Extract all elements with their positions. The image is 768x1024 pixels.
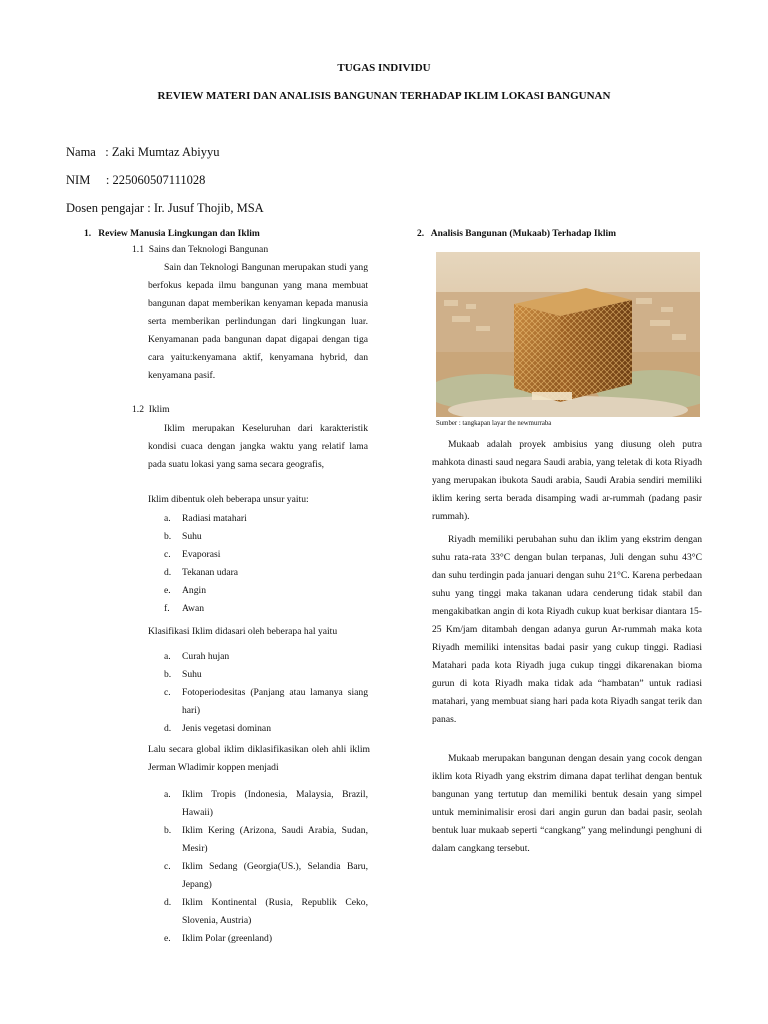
list-item: c. Fotoperiodesitas (Panjang atau lamanya siang hari): [164, 687, 368, 716]
photo-caption: Sumber : tangkapan layar the newmurraba: [436, 420, 552, 427]
mukaab-intro-paragraph: Mukaab adalah proyek ambisius yang diusung oleh putra mahkota dinasti saud negara Saudi arabia, yang teletak di kota Riyadh yang merupakan ibukota Saudi arabia, Saudi Arabia sendiri memiliki iklim kering serta berada disamping wadi ar-rummah (padang pasir rummah).: [432, 439, 702, 522]
list-item: e. Iklim Polar (greenland): [164, 933, 273, 944]
list-item: c. Evaporasi: [164, 549, 221, 560]
document-title: TUGAS INDIVIDU: [337, 62, 431, 74]
list-item: d. Tekanan udara: [164, 567, 239, 578]
klasifikasi-list: [164, 648, 368, 738]
subsection-1-1-paragraph: Sain dan Teknologi Bangunan merupakan studi yang berfokus kepada ilmu bangunan yang mana membuat bangunan dapat memberikan kenyaman kepada manusia serta memberikan perlindungan dari lingkungan luar. Kenyamanan pada bangunan dapat digapai dengan tiga cara yaitu:kenyamana aktif, kenyamana hybrid, dan kenyamana pasif.: [148, 262, 368, 381]
mukaab-illustration: [436, 252, 700, 417]
koppen-intro: Lalu secara global iklim diklasifikasikan oleh ahli iklim Jerman Wladimir koppen menjadi: [148, 744, 370, 773]
subsection-1-1-heading: 1.1 Sains dan Teknologi Bangunan: [132, 244, 269, 255]
list-item: d. Iklim Kontinental (Rusia, Republik Ceko, Slovenia, Austria): [164, 897, 368, 926]
lecturer: Dosen pengajar : Ir. Jusuf Thojib, MSA: [66, 201, 264, 215]
section-2-heading: 2. Analisis Bangunan (Mukaab) Terhadap Iklim: [417, 229, 617, 239]
list-item: a. Curah hujan: [164, 651, 230, 662]
student-nim: NIM : 225060507111028: [66, 173, 206, 187]
section-1-heading: 1. Review Manusia Lingkungan dan Iklim: [84, 229, 260, 239]
klasifikasi-intro: Klasifikasi Iklim didasari oleh beberapa hal yaitu: [148, 626, 338, 637]
riyadh-climate-paragraph: Riyadh memiliki perubahan suhu dan iklim yang ekstrim dengan suhu rata-rata 33°C dengan bulan terpanas, Juli dengan suhu 43°C dan suhu terdingin pada januari dengan suhu 21°C. Karena perbedaan suhu yang tinggi maka takanan udara cenderung tidak stabil dan mengakibatkan angin di kota Riyadh cukup kuat berkisar diantara 15-25 Km/jam ditambah dengan adanya gurun Ar-rummah maka kota Riyadh memiliki intensitas badai pasir yang cukup tinggi. Radiasi Matahari pada kota Riyadh juga cukup tinggi dikarenakan bioma gurun di kota Riyadh maka tidak ada “hambatan” untuk radiasi matahari, yang membuat siang hari pada kota Riyadh sangat terik dan panas.: [432, 534, 702, 725]
document-subtitle: REVIEW MATERI DAN ANALISIS BANGUNAN TERHADAP IKLIM LOKASI BANGUNAN: [157, 90, 611, 102]
list-item: b. Suhu: [164, 531, 202, 542]
iklim-definition-paragraph: Iklim merupakan Keseluruhan dari karakteristik kondisi cuaca dengan jangka waktu yang relatif lama pada suatu lokasi yang sama secara geografis,: [148, 423, 368, 470]
list-item: d. Jenis vegetasi dominan: [164, 723, 271, 734]
mukaab-photo: [436, 252, 700, 417]
koppen-list: [164, 786, 368, 948]
mukaab-design-paragraph: Mukaab merupakan bangunan dengan desain yang cocok dengan iklim kota Riyadh yang ekstrim dimana dapat terlihat dengan bentuk bangunan yang tertutup dan memiliki bentuk desain yang simpel untuk meminimalisir erosi dari angin gurun dan badai pasir, seolah bentuk luar mukaab seperti “cangkang” yang melindungi penghuni di dalam cangkang tersebut.: [432, 753, 702, 854]
iklim-unsur-intro: Iklim dibentuk oleh beberapa unsur yaitu:: [148, 494, 309, 505]
list-item: a. Iklim Tropis (Indonesia, Malaysia, Brazil, Hawaii): [164, 789, 368, 818]
list-item: b. Iklim Kering (Arizona, Saudi Arabia, Sudan, Mesir): [164, 825, 368, 854]
list-item: f. Awan: [164, 603, 205, 614]
list-item: c. Iklim Sedang (Georgia(US.), Selandia Baru, Jepang): [164, 861, 368, 890]
list-item: e. Angin: [164, 585, 206, 596]
list-item: a. Radiasi matahari: [164, 513, 247, 524]
student-name: Nama : Zaki Mumtaz Abiyyu: [66, 145, 220, 159]
subsection-1-2-heading: 1.2 Iklim: [132, 404, 170, 415]
unsur-iklim-list: [164, 510, 368, 618]
list-item: b. Suhu: [164, 669, 202, 680]
